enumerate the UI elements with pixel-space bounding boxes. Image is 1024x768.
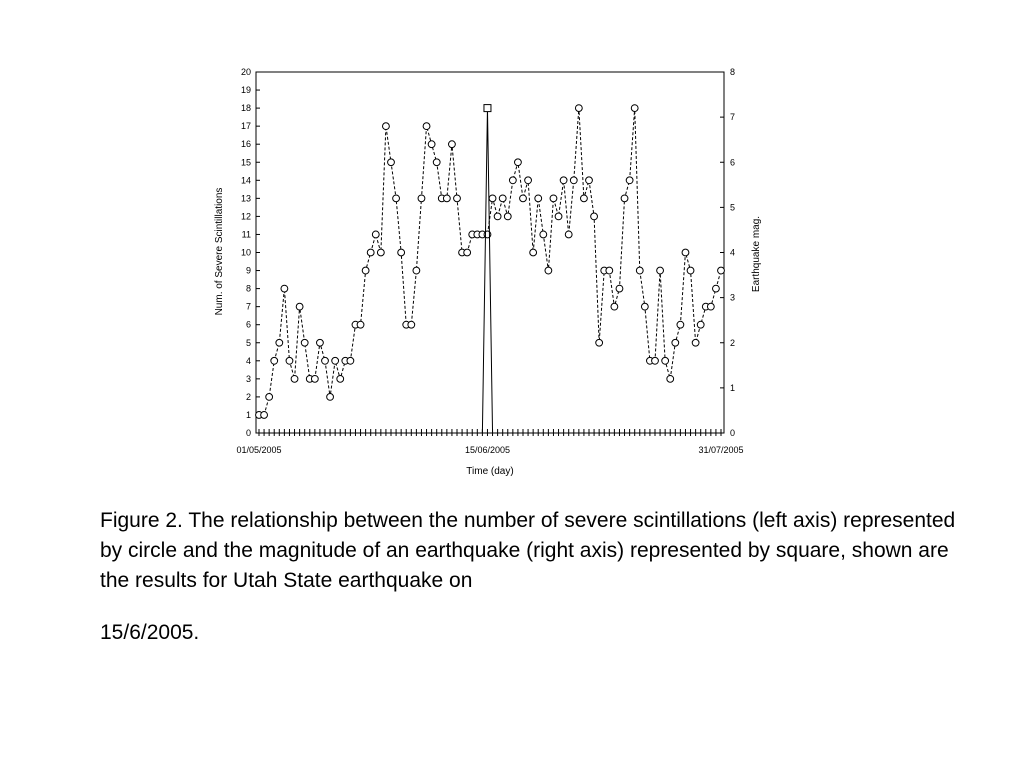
data-point-circle (672, 339, 679, 346)
data-point-circle (509, 177, 516, 184)
data-point-circle (596, 339, 603, 346)
y-left-tick-label: 0 (245, 428, 251, 438)
data-point-circle (357, 321, 364, 328)
data-point-circle (301, 339, 308, 346)
data-point-circle (682, 249, 689, 256)
y-left-tick-label: 19 (240, 85, 251, 96)
x-axis-title: Time (day) (466, 466, 514, 477)
y-right-tick-label: 2 (730, 337, 736, 348)
data-point-circle (433, 159, 440, 166)
series-layer (256, 105, 725, 433)
data-point-circle (408, 321, 415, 328)
x-tick-label: 01/05/2005 (236, 445, 282, 455)
data-point-circle (718, 267, 725, 274)
y-left-tick-label: 9 (245, 265, 251, 276)
data-point-circle (377, 249, 384, 256)
y-left-tick-label: 1 (245, 409, 251, 420)
data-point-circle (489, 195, 496, 202)
data-point-circle (271, 357, 278, 364)
data-point-circle (311, 375, 318, 382)
data-point-circle (413, 267, 420, 274)
data-point-circle (296, 303, 303, 310)
y-left-tick-label: 4 (245, 355, 251, 366)
data-point-circle (464, 249, 471, 256)
data-point-circle (423, 123, 430, 130)
data-point-circle (667, 375, 674, 382)
y-left-axis (241, 67, 260, 438)
data-point-circle (428, 141, 435, 148)
y-right-axis-title: Earthquake mag. (751, 215, 762, 293)
y-right-axis (720, 67, 735, 438)
data-point-circle (591, 213, 598, 220)
data-point-circle (347, 357, 354, 364)
data-point-circle (494, 213, 501, 220)
data-point-circle (525, 177, 532, 184)
data-point-circle (540, 231, 547, 238)
x-tick-label: 15/06/2005 (464, 445, 510, 455)
y-right-tick-label: 4 (730, 247, 736, 258)
data-point-circle (697, 321, 704, 328)
data-point-circle (652, 357, 659, 364)
data-point-circle (530, 249, 537, 256)
data-point-square (484, 105, 491, 112)
y-left-tick-label: 17 (240, 121, 251, 132)
x-tick-label: 31/07/2005 (698, 445, 744, 455)
data-point-circle (332, 357, 339, 364)
y-left-tick-label: 8 (245, 283, 251, 294)
data-point-circle (631, 105, 638, 112)
data-point-circle (372, 231, 379, 238)
y-left-tick-label: 20 (240, 67, 251, 77)
data-point-circle (687, 267, 694, 274)
caption-date: 15/6/2005. (100, 621, 200, 644)
y-left-tick-label: 5 (245, 337, 251, 348)
data-point-circle (621, 195, 628, 202)
data-point-circle (383, 123, 390, 130)
data-point-circle (641, 303, 648, 310)
data-point-circle (291, 375, 298, 382)
data-point-circle (581, 195, 588, 202)
data-point-circle (393, 195, 400, 202)
y-right-tick-label: 6 (730, 157, 736, 168)
data-point-circle (362, 267, 369, 274)
y-left-tick-label: 3 (245, 373, 251, 384)
y-right-tick-label: 1 (730, 382, 736, 393)
data-point-circle (677, 321, 684, 328)
data-point-circle (616, 285, 623, 292)
data-point-circle (575, 105, 582, 112)
data-point-circle (286, 357, 293, 364)
data-point-circle (611, 303, 618, 310)
data-point-circle (565, 231, 572, 238)
figure-caption (100, 506, 960, 648)
data-point-circle (504, 213, 511, 220)
data-point-circle (443, 195, 450, 202)
data-point-circle (657, 267, 664, 274)
data-point-circle (662, 357, 669, 364)
data-point-circle (692, 339, 699, 346)
data-point-circle (276, 339, 283, 346)
data-point-circle (454, 195, 461, 202)
y-left-tick-label: 16 (240, 139, 251, 150)
series-line-right (259, 108, 721, 433)
data-point-circle (520, 195, 527, 202)
data-point-circle (367, 249, 374, 256)
data-point-circle (713, 285, 720, 292)
y-left-tick-label: 10 (240, 247, 251, 258)
data-point-circle (317, 339, 324, 346)
data-point-circle (327, 394, 334, 401)
data-point-circle (570, 177, 577, 184)
y-left-tick-label: 7 (245, 301, 251, 312)
data-point-circle (626, 177, 633, 184)
y-left-tick-label: 12 (240, 211, 251, 222)
y-left-tick-label: 2 (245, 391, 251, 402)
data-point-circle (707, 303, 714, 310)
data-point-circle (606, 267, 613, 274)
data-point-circle (261, 412, 268, 419)
data-point-circle (555, 213, 562, 220)
data-point-circle (545, 267, 552, 274)
y-left-tick-label: 15 (240, 157, 251, 168)
y-right-tick-label: 3 (730, 292, 736, 303)
data-point-circle (560, 177, 567, 184)
y-left-tick-label: 6 (245, 319, 251, 330)
data-point-circle (281, 285, 288, 292)
y-left-axis-title: Num. of Severe Scintillations (214, 187, 225, 316)
y-left-tick-label: 11 (241, 229, 251, 240)
data-point-circle (388, 159, 395, 166)
y-left-tick-label: 13 (240, 193, 251, 204)
data-point-circle (337, 375, 344, 382)
data-point-circle (535, 195, 542, 202)
y-right-tick-label: 5 (730, 202, 736, 213)
y-left-tick-label: 18 (240, 103, 251, 114)
data-point-circle (586, 177, 593, 184)
data-point-circle (449, 141, 456, 148)
y-right-tick-label: 7 (730, 112, 736, 123)
data-point-circle (266, 394, 273, 401)
data-point-circle (499, 195, 506, 202)
data-point-circle (398, 249, 405, 256)
data-point-circle (515, 159, 522, 166)
y-right-tick-label: 0 (730, 428, 736, 438)
y-right-tick-label: 8 (730, 67, 736, 77)
data-point-circle (636, 267, 643, 274)
data-point-circle (418, 195, 425, 202)
data-point-circle (550, 195, 557, 202)
data-point-circle (322, 357, 329, 364)
y-left-tick-label: 14 (240, 175, 251, 186)
caption-text: Figure 2. The relationship between the number of severe scintillations (left axis) represented by circle and the magnitude of an earthquake (right axis) represented by square, shown are the results for Utah State earthquake on (100, 509, 956, 592)
